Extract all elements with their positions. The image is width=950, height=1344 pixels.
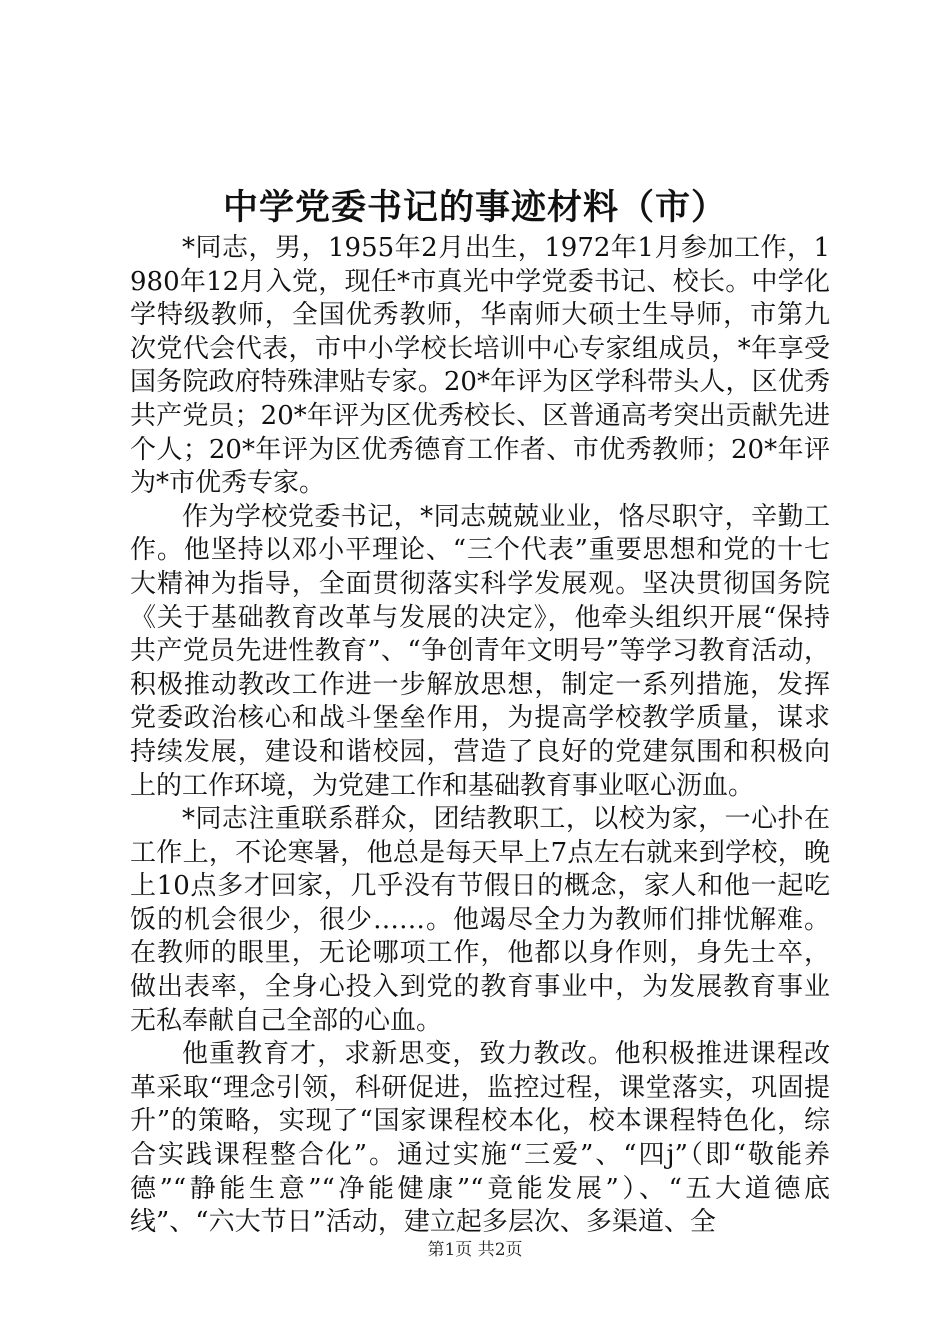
- paragraph-3: *同志注重联系群众，团结教职工，以校为家，一心扑在工作上，不论寒暑，他总是每天早上7点左右就来到学校，晚上10点多才回家，几乎没有节假日的概念，家人和他一起吃饭的机会很少，很少……。他竭尽全力为教师们排忧解难。在教师的眼里，无论哪项工作，他都以身作则，身先士卒，做出表率，全身心投入到党的教育事业中，为发展教育事业无私奉献自己全部的心血。: [130, 804, 830, 1036]
- paragraph-2: 作为学校党委书记，*同志兢兢业业，恪尽职守，辛勤工作。他坚持以邓小平理论、“三个代表”重要思想和党的十七大精神为指导，全面贯彻落实科学发展观。坚决贯彻国务院《关于基础教育改革与发展的决定》，他牵头组织开展“保持共产党员先进性教育”、“争创青年文明号”等学习教育活动，积极推动教改工作进一步解放思想，制定一系列措施，发挥党委政治核心和战斗堡垒作用，为提高学校教学质量，谋求持续发展，建设和谐校园，营造了良好的党建氛围和积极向上的工作环境，为党建工作和基础教育事业呕心沥血。: [130, 501, 830, 801]
- document-body: [130, 232, 830, 1240]
- paragraph-1: *同志，男，1955年2月出生，1972年1月参加工作，1980年12月入党，现任*市真光中学党委书记、校长。中学化学特级教师，全国优秀教师，华南师大硕士生导师，市第九次党代会代表，市中小学校长培训中心专家组成员，*年享受国务院政府特殊津贴专家。20*年评为区学科带头人，区优秀共产党员；20*年评为区优秀校长、区普通高考突出贡献先进个人；20*年评为区优秀德育工作者、市优秀教师；20*年评为*市优秀专家。: [130, 233, 830, 499]
- paragraph-4: 他重教育才，求新思变，致力教改。他积极推进课程改革采取“理念引领，科研促进，监控过程，课堂落实，巩固提升”的策略，实现了“国家课程校本化，校本课程特色化，综合实践课程整合化”。通过实施“三爱”、“四j”（即“敬能养德”“静能生意”“净能健康”“竟能发展”）、“五大道德底线”、“六大节日”活动，建立起多层次、多渠道、全: [130, 1039, 830, 1238]
- page-number-footer: 第1页 共2页: [427, 1240, 523, 1260]
- document-title: 中学党委书记的事迹材料（市）: [222, 187, 727, 228]
